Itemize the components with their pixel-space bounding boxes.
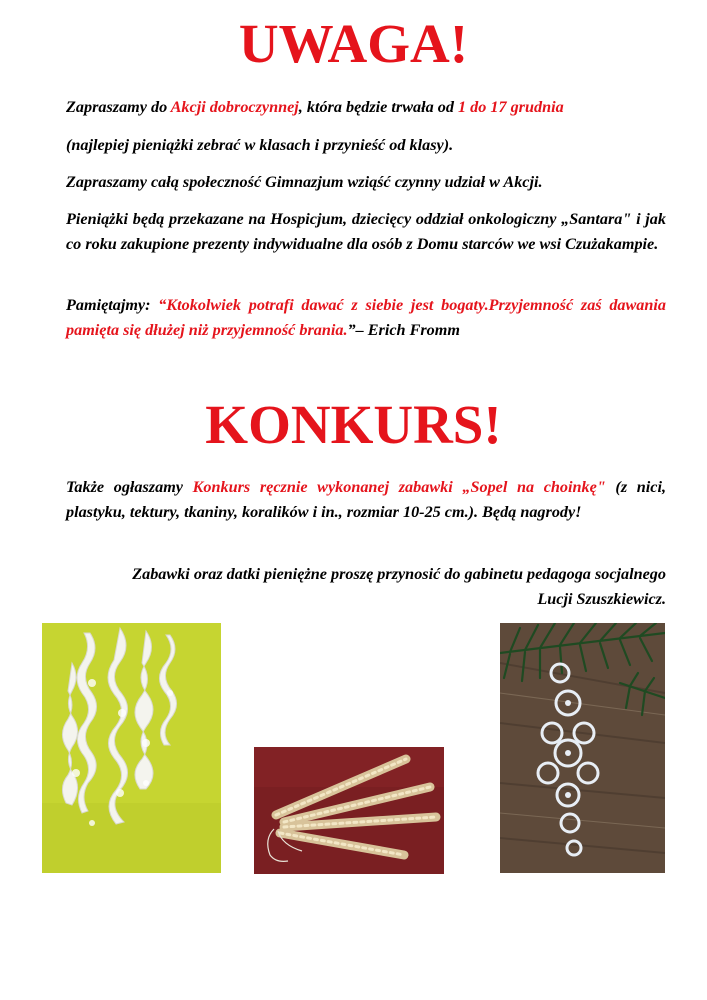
charity-action-name: Akcji dobroczynnej — [170, 98, 299, 116]
crochet-icicles-photo — [42, 623, 221, 873]
drop-off-instructions: Zabawki oraz datki pieniężne proszę przynosić do gabinetu pedagoga socjalnego Lucji Szuszkiewicz. — [132, 565, 666, 608]
quote-paragraph: Pamiętajmy: “Ktokolwiek potrafi dawać z siebie jest bogaty.Przyjemność zaś dawania pamięta się dłużej niż przyjemność brania.”– Erich Fromm — [66, 296, 666, 339]
uwaga-heading: UWAGA! — [238, 13, 469, 74]
quote-author: ”– Erich Fromm — [347, 321, 460, 339]
invitation-text: Zapraszamy całą społeczność Gimnazjum wziąść czynny udział w Akcji. — [66, 173, 543, 191]
fromm-quote: “Ktokolwiek potrafi dawać z siebie jest bogaty.Przyjemność zaś dawania pamięta się dłużej niż przyjemność brania. — [66, 296, 666, 339]
beneficiaries-text: Pieniążki będą przekazane na Hospicjum, dziecięcy oddział onkologiczny „Santara" i jak co roku zakupione prezenty indywidualne dla osób z Domu starców we wsi Czużakampie. — [66, 210, 666, 253]
contest-name: Konkurs ręcznie wykonanej zabawki „Sopel na choinkę" — [192, 478, 606, 496]
charity-announcement: Zapraszamy do Akcji dobroczynnej, która będzie trwała od 1 do 17 grudnia — [66, 98, 564, 116]
charity-dates: 1 do 17 grudnia — [457, 98, 564, 116]
lace-ornament-photo — [500, 623, 665, 873]
collection-note: (najlepiej pieniążki zebrać w klasach i przynieść od klasy). — [66, 136, 454, 154]
beaded-icicles-photo — [254, 747, 444, 874]
konkurs-heading: KONKURS! — [205, 394, 502, 455]
contest-announcement: Także ogłaszamy Konkurs ręcznie wykonanej zabawki „Sopel na choinkę" (z nici, plastyku, tektury, tkaniny, koralików i in., rozmiar 10-25 cm.). Będą nagrody! — [66, 478, 666, 521]
